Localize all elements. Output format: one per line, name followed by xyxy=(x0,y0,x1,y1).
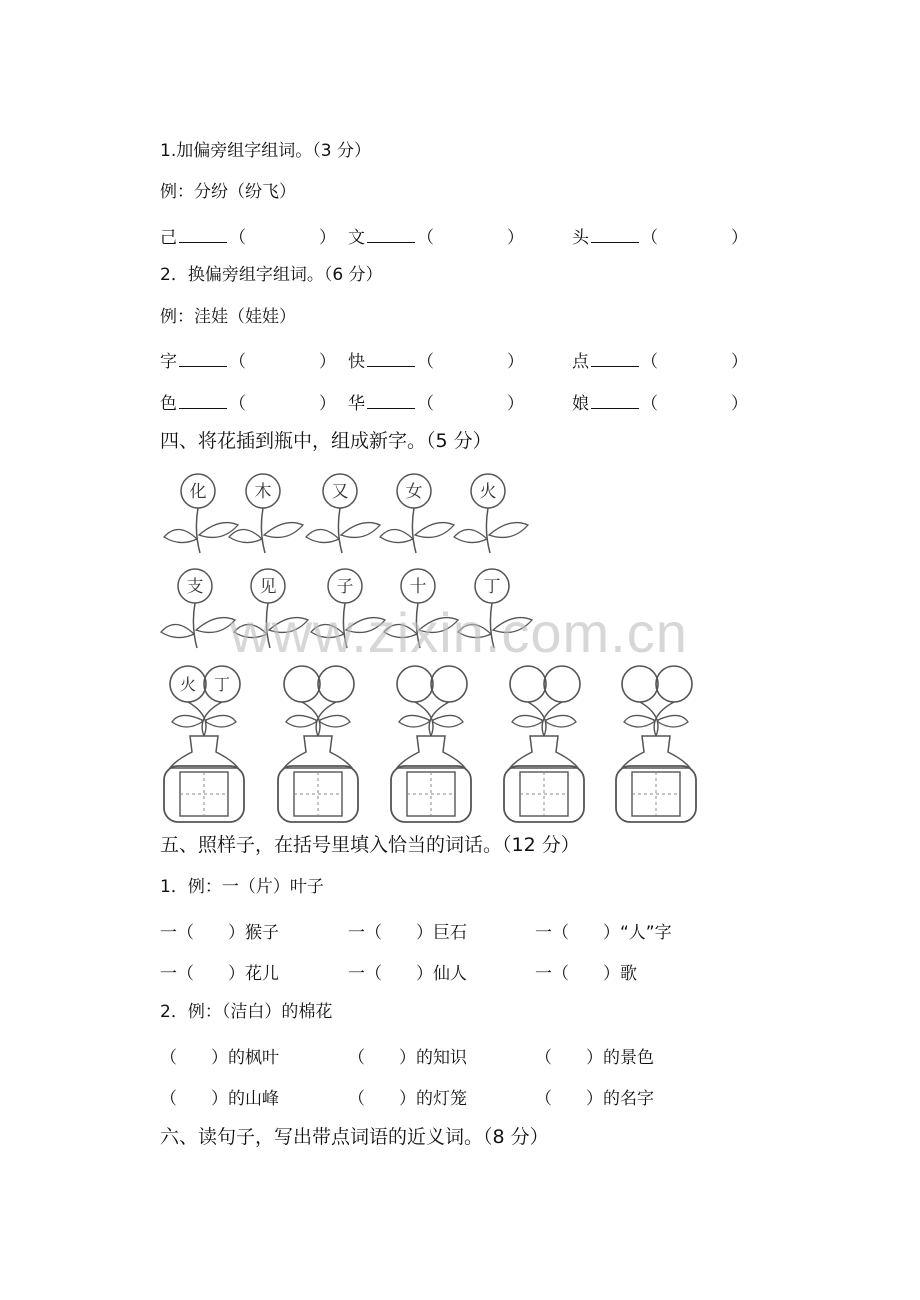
q1-item-3: 头 （ ） xyxy=(572,228,748,248)
vase-flower-head xyxy=(431,666,467,702)
q1-title: 1.加偏旁组字组词。（3 分） xyxy=(160,141,371,161)
vase-neck xyxy=(397,736,465,768)
s5-row4-item-1: （ ）的山峰 xyxy=(160,1089,279,1109)
flower-char-1-1: 木 xyxy=(254,482,272,502)
section4-title: 四、将花插到瓶中，组成新字。（5 分） xyxy=(160,430,492,452)
q2-row2-item-2: 华 （ ） xyxy=(348,394,524,414)
q1-item-2: 文 （ ） xyxy=(348,228,524,248)
vase-flower-head xyxy=(544,666,580,702)
vase-flower-head xyxy=(284,666,320,702)
s5-row1-item-2: 一（ ）巨石 xyxy=(348,923,467,943)
s5-row3-item-2: （ ）的知识 xyxy=(348,1048,467,1068)
section5-title: 五、照样子，在括号里填入恰当的词话。（12 分） xyxy=(160,834,580,856)
vase-neck xyxy=(284,736,352,768)
q2-row1-item-1: 字 （ ） xyxy=(160,352,336,372)
flower-stem xyxy=(412,508,416,553)
flower-char-2-1: 见 xyxy=(259,577,277,597)
q2-row1-item-2: 快 （ ） xyxy=(348,352,524,372)
vase-leaf xyxy=(286,715,316,727)
vase-neck xyxy=(622,736,690,768)
vase-leaf xyxy=(658,715,688,727)
flower-char-2-0: 支 xyxy=(186,577,204,597)
q2-row2-item-3: 娘 （ ） xyxy=(572,394,748,414)
flower-leaf xyxy=(161,624,194,637)
vase-leaf xyxy=(512,715,542,727)
flower-char-1-2: 又 xyxy=(331,482,349,502)
flower-char-2-2: 子 xyxy=(336,577,354,597)
s5-row3-item-1: （ ）的枫叶 xyxy=(160,1048,279,1068)
s5-row4-item-3: （ ）的名字 xyxy=(535,1089,654,1109)
flower-char-1-3: 女 xyxy=(405,482,423,502)
flower-leaf xyxy=(264,523,303,538)
flower-leaf xyxy=(489,523,528,538)
vase-flower-head xyxy=(397,666,433,702)
q1-item-1: 己 （ ） xyxy=(160,228,336,248)
vase-neck xyxy=(510,736,578,768)
vase-flower-head xyxy=(318,666,354,702)
s5-row3-item-3: （ ）的景色 xyxy=(535,1048,654,1068)
flower-leaf xyxy=(229,529,262,542)
vase-leaf xyxy=(399,715,429,727)
section5-example-1: 1．例：一（片）叶子 xyxy=(160,877,324,897)
vase-leaf xyxy=(206,715,236,727)
vase-flower-head xyxy=(622,666,658,702)
s5-row2-item-3: 一（ ）歌 xyxy=(535,964,637,984)
vase-leaf xyxy=(624,715,654,727)
vase-neck xyxy=(170,736,238,768)
vase-leaf xyxy=(546,715,576,727)
vase-flower-head xyxy=(656,666,692,702)
flower-leaf xyxy=(306,529,339,542)
flower-char-1-0: 化 xyxy=(189,482,207,502)
q2-row2-item-1: 色 （ ） xyxy=(160,394,336,414)
watermark: www.zixin.com.cn xyxy=(230,601,688,664)
s5-row2-item-2: 一（ ）仙人 xyxy=(348,964,467,984)
vase-example-char-1: 火 xyxy=(179,675,197,694)
flower-leaf xyxy=(341,523,380,538)
s5-row2-item-1: 一（ ）花儿 xyxy=(160,964,279,984)
flower-stem xyxy=(196,508,200,553)
vase-leaf xyxy=(172,715,202,727)
flower-char-1-4: 火 xyxy=(479,482,497,502)
q2-row1-item-3: 点 （ ） xyxy=(572,352,748,372)
flower-leaf xyxy=(380,529,413,542)
s5-row4-item-2: （ ）的灯笼 xyxy=(348,1089,467,1109)
vase-example-char-2: 丁 xyxy=(213,675,231,694)
s5-row1-item-1: 一（ ）猴子 xyxy=(160,923,279,943)
section5-example-2: 2．例：（洁白）的棉花 xyxy=(160,1002,333,1022)
vase-leaf xyxy=(433,715,463,727)
flower-char-2-3: 十 xyxy=(409,577,427,597)
flower-stem xyxy=(486,508,490,553)
section6-title: 六、读句子，写出带点词语的近义词。（8 分） xyxy=(160,1126,549,1148)
flower-leaf xyxy=(199,523,238,538)
flower-stem xyxy=(338,508,342,553)
q1-example: 例：分纷（纷飞） xyxy=(160,182,296,202)
vase-leaf xyxy=(320,715,350,727)
flower-stem xyxy=(193,603,197,648)
q2-title: 2．换偏旁组字组词。（6 分） xyxy=(160,265,383,285)
s5-row1-item-3: 一（ ）“人”字 xyxy=(535,923,672,943)
vase-flower-head xyxy=(510,666,546,702)
flower-leaf xyxy=(454,529,487,542)
flower-stem xyxy=(261,508,265,553)
flower-char-2-4: 丁 xyxy=(483,577,501,597)
q2-example: 例：洼娃（娃娃） xyxy=(160,307,296,327)
flower-leaf xyxy=(164,529,197,542)
flower-leaf xyxy=(415,523,454,538)
